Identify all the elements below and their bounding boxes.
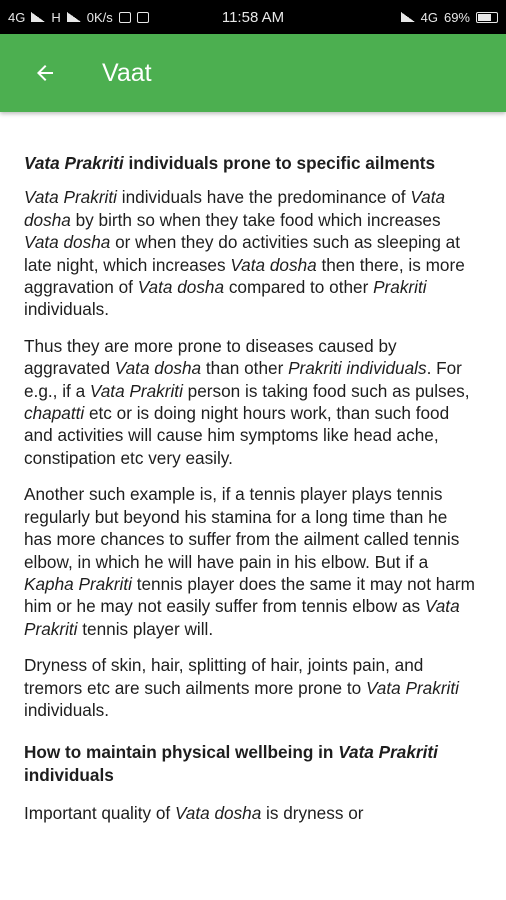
- network-type-2-label: H: [51, 9, 61, 25]
- paragraph-5: Important quality of Vata dosha is dryness or: [24, 803, 364, 824]
- signal-2-icon: [67, 12, 81, 22]
- article-body: [0, 112, 506, 825]
- battery-icon: [476, 12, 498, 23]
- section-heading-wellbeing: How to maintain physical wellbeing in Vata Prakriti individuals: [24, 742, 438, 785]
- paragraph-3: Another such example is, if a tennis player plays tennis regularly but beyond his stamina for a long time than he has more chances to suffer from the ailment called tennis elbow, in which he will have pain in his elbow. But if a Kapha Prakriti tennis player does the same it may not harm him or he may not easily suffer from tennis elbow as Vata Prakriti tennis player will.: [24, 484, 475, 639]
- battery-percent: 69%: [443, 9, 470, 25]
- facebook-icon: [137, 12, 149, 23]
- right-signal-icon: [401, 12, 415, 22]
- app-bar: [0, 34, 506, 112]
- paragraph-2: Thus they are more prone to diseases caused by aggravated Vata dosha than other Prakriti individuals. For e.g., if a Vata Prakriti person is taking food such as pulses, chapatti etc or is doing night hours work, than such food and activities will cause him symptoms like head ache, constipation etc very easily.: [24, 335, 470, 468]
- section-heading-ailments: Vata Prakriti individuals prone to specific ailments: [24, 153, 436, 173]
- back-arrow-icon: [33, 61, 57, 85]
- mail-icon: [119, 12, 131, 23]
- back-button[interactable]: [30, 58, 60, 88]
- right-network-label: 4G: [420, 9, 438, 25]
- clock: 11:58 AM: [221, 8, 285, 26]
- paragraph-1: Vata Prakriti individuals have the predominance of Vata dosha by birth so when they take food which increases Vata dosha or when they do activities such as sleeping at late night, which increases Vata dosha then there, is more aggravation of Vata dosha compared to other Prakriti individuals.: [24, 187, 465, 320]
- signal-icon: [31, 12, 45, 22]
- page-title: Vaat: [102, 58, 152, 87]
- paragraph-4: Dryness of skin, hair, splitting of hair, joints pain, and tremors etc are such ailments more prone to Vata Prakriti individuals.: [24, 655, 459, 720]
- network-type-label: 4G: [8, 9, 26, 25]
- status-bar: [0, 0, 506, 34]
- data-speed: 0K/s: [86, 9, 113, 25]
